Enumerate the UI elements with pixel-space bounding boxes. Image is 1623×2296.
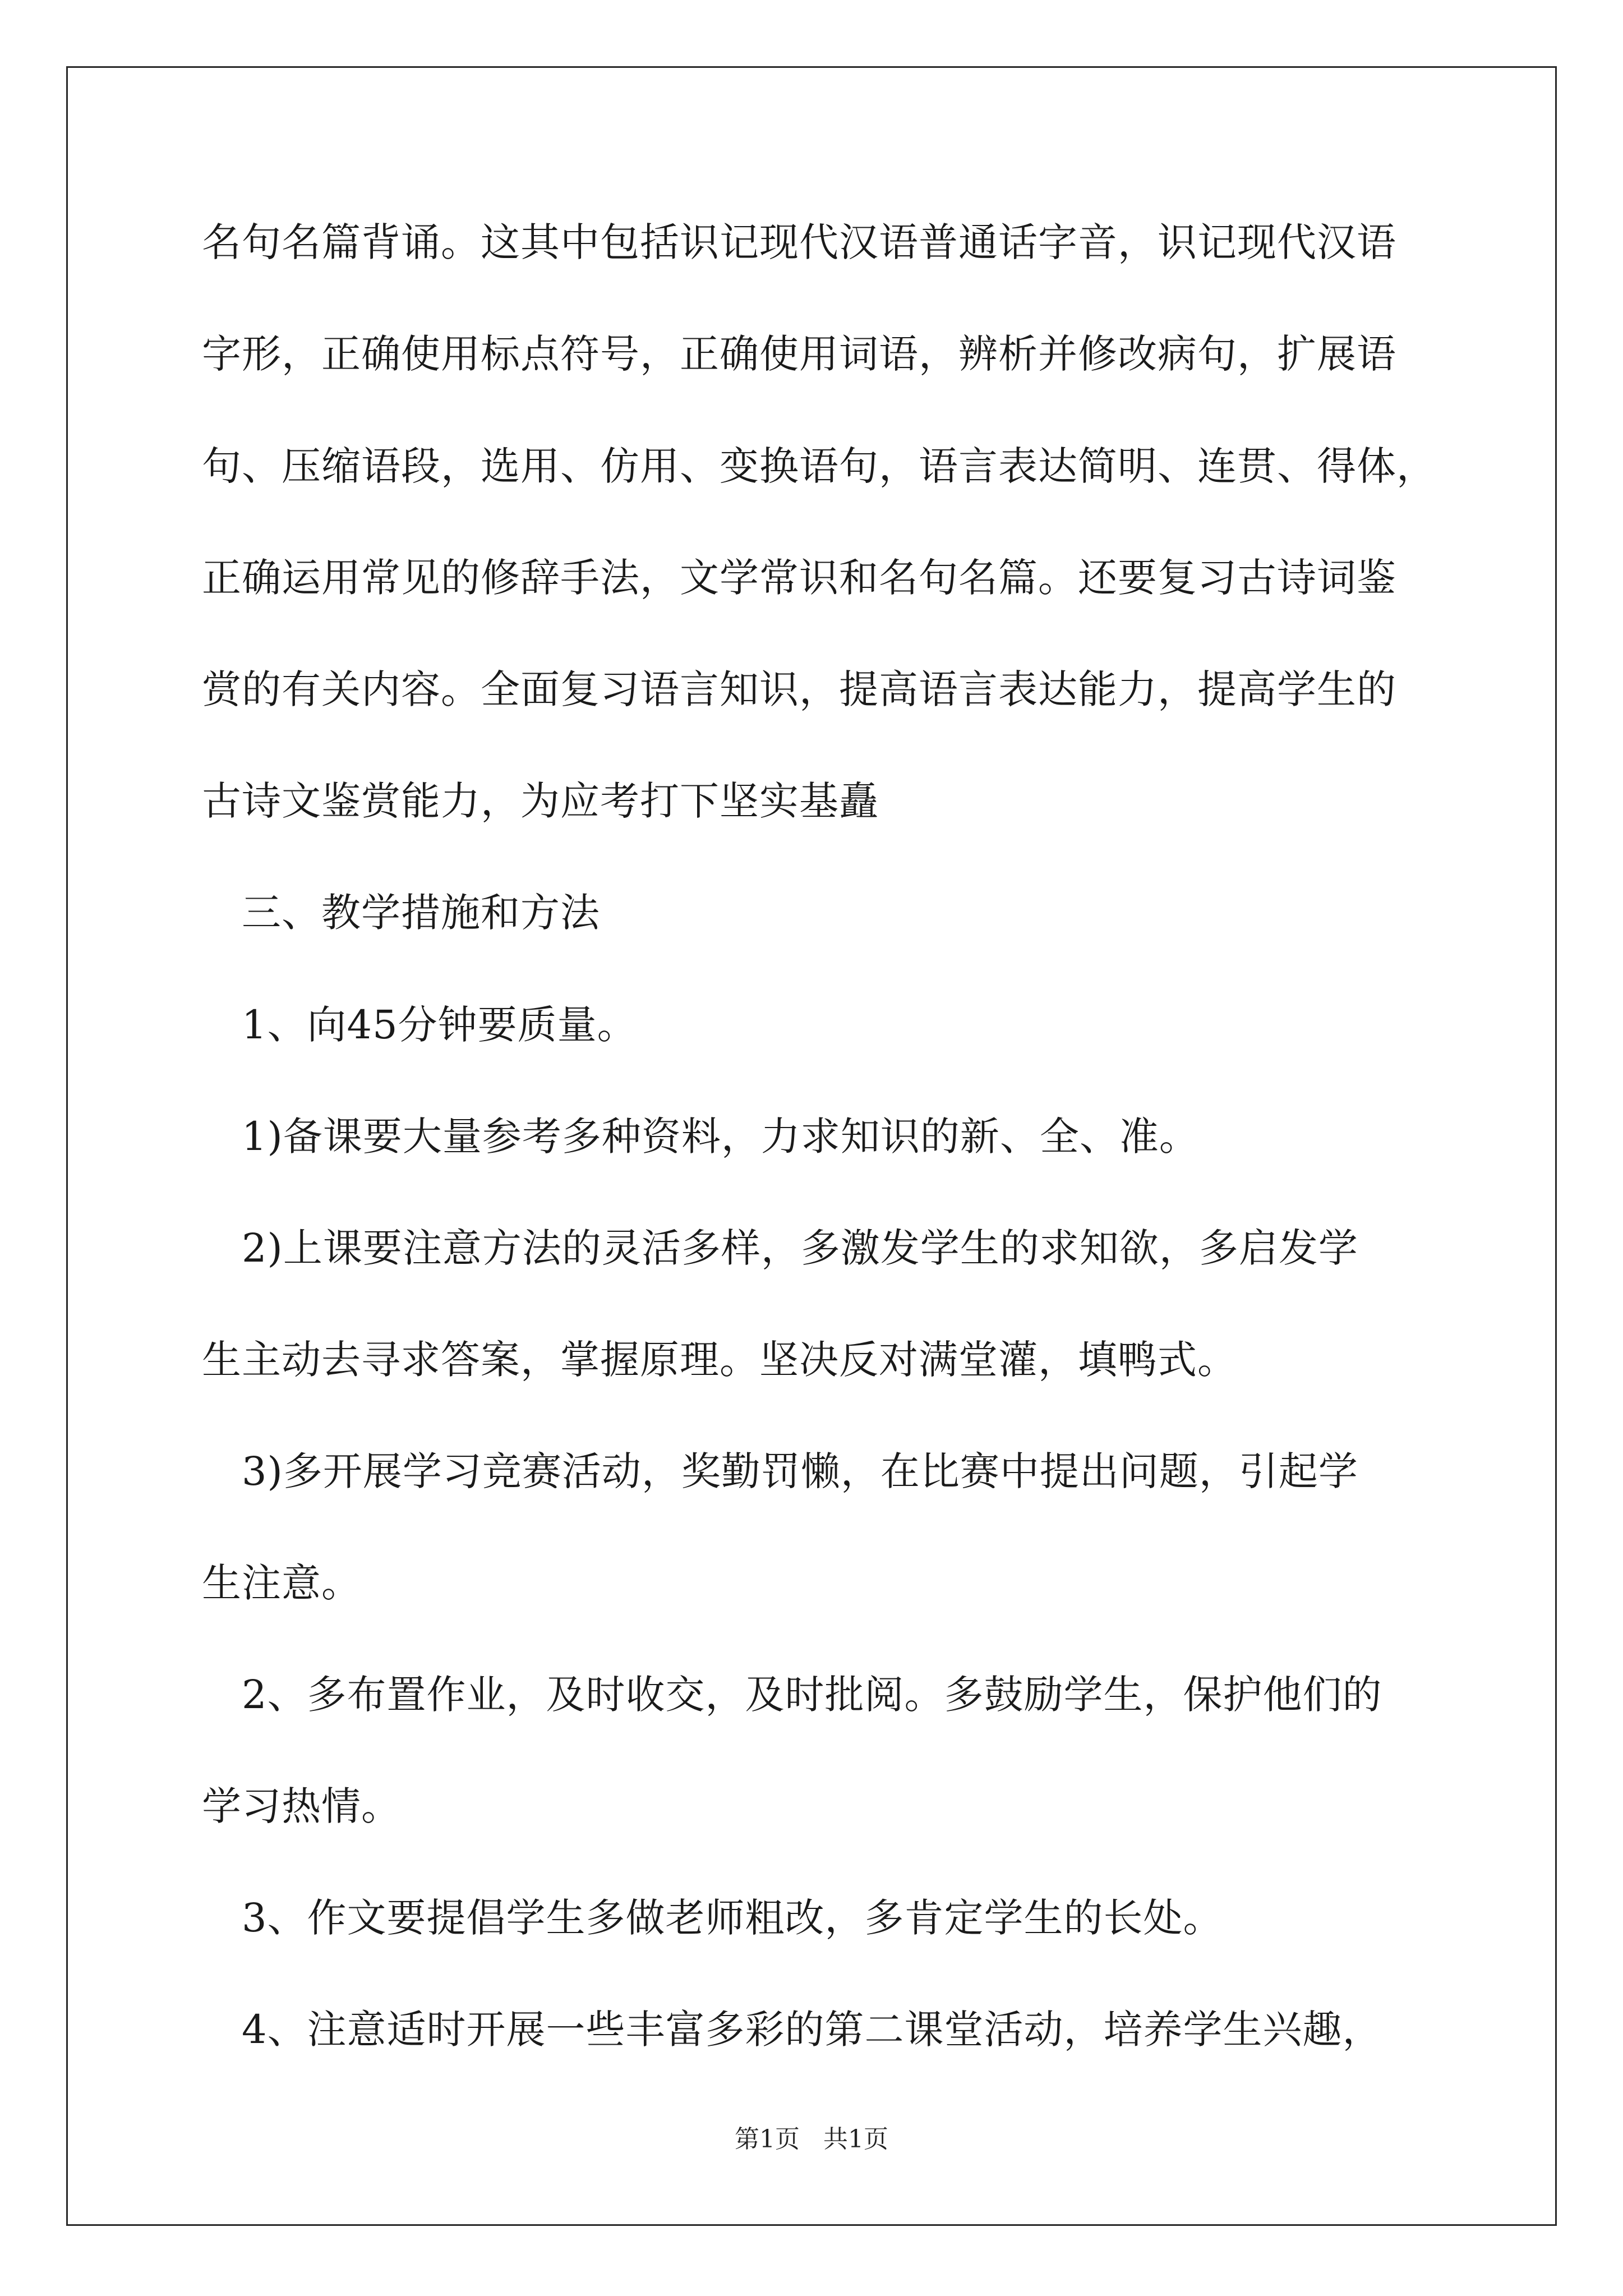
body-line: 3)多开展学习竞赛活动，奖勤罚懒，在比赛中提出问题，引起学: [202, 1448, 1358, 1494]
body-line: 赏的有关内容。全面复习语言知识，提高语言表达能力，提高学生的: [202, 666, 1396, 712]
body-line: 古诗文鉴赏能力，为应考打下坚实基矗: [202, 778, 879, 824]
body-line: 正确运用常见的修辞手法，文学常识和名句名篇。还要复习古诗词鉴: [202, 555, 1396, 601]
body-line: 4、注意适时开展一些丰富多彩的第二课堂活动，培养学生兴趣，: [202, 2007, 1382, 2053]
body-line: 2)上课要注意方法的灵活多样，多激发学生的求知欲，多启发学: [202, 1225, 1358, 1271]
body-line: 名句名篇背诵。这其中包括识记现代汉语普通话字音，识记现代汉语: [202, 219, 1396, 265]
body-line: 生主动去寻求答案，掌握原理。坚决反对满堂灌，填鸭式。: [202, 1337, 1237, 1383]
body-line: 学习热情。: [202, 1783, 401, 1829]
page-footer: [0, 2124, 1623, 2155]
body-line: 2、多布置作业，及时收交，及时批阅。多鼓励学生，保护他们的: [202, 1672, 1382, 1718]
body-line: 句、压缩语段，选用、仿用、变换语句，语言表达简明、连贯、得体，: [202, 443, 1436, 489]
page-total: 共1页: [823, 2125, 888, 2154]
body-line: 字形，正确使用标点符号，正确使用词语，辨析并修改病句，扩展语: [202, 331, 1396, 377]
body-line: 1)备课要大量参考多种资料，力求知识的新、全、准。: [202, 1114, 1199, 1159]
body-line: 生注意。: [202, 1560, 361, 1606]
body-line: 3、作文要提倡学生多做老师粗改，多肯定学生的长处。: [202, 1895, 1223, 1941]
section-heading: 三、教学措施和方法: [202, 890, 600, 936]
page-number: 第1页: [735, 2125, 800, 2154]
body-line: 1、向45分钟要质量。: [202, 1002, 637, 1048]
